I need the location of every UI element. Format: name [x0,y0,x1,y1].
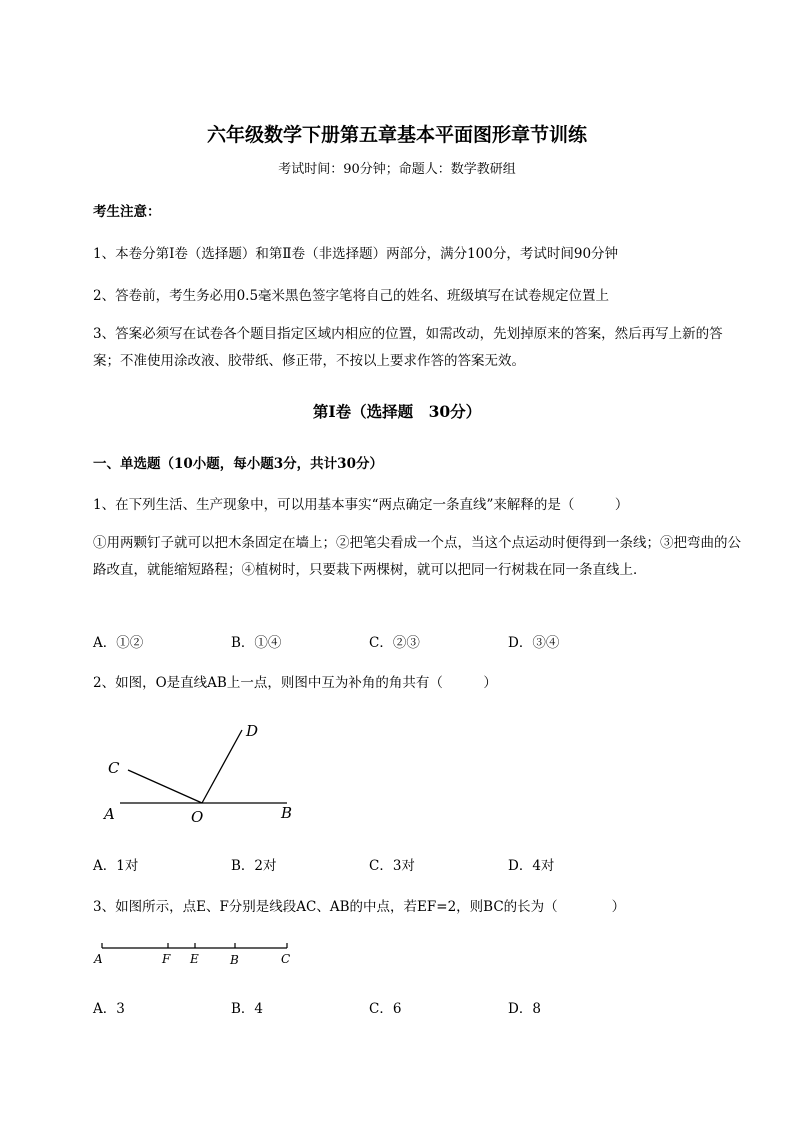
label-c: C [281,952,291,966]
page-subtitle: 考试时间：90分钟；命题人：数学教研组 [278,162,516,177]
question-3-option-d: D．8 [508,1001,541,1017]
question-1-option-b: B．①④ [231,635,282,651]
segment-figure [88,938,303,970]
question-2-option-b: B．2对 [231,858,277,874]
question-1-option-a: A．①② [93,635,144,651]
question-2-stem: 2、如图，O是直线AB上一点，则图中互为补角的角共有（ ） [93,675,497,691]
label-c: C [108,759,120,777]
question-2-option-a: A．1对 [93,858,139,874]
question-3-option-c: C．6 [369,1001,402,1017]
question-1-stem: 1、在下列生活、生产现象中，可以用基本事实“两点确定一条直线”来解释的是（ ） [93,497,629,513]
label-e: E [190,952,199,966]
question-3-stem: 3、如图所示，点E、F分别是线段AC、AB的中点，若EF=2，则BC的长为（ ） [93,899,626,915]
question-1-body: ①用两颗钉子就可以把木条固定在墙上；②把笔尖看成一个点，当这个点运动时便得到一条线；③把弯曲的公路改直，就能缩短路程；④植树时，只要栽下两棵树，就可以把同一行树栽在同一条直线上． [93,535,741,578]
question-2-option-d: D．4对 [508,858,555,874]
label-f: F [162,952,171,966]
section-title: 第I卷（选择题 30分） [312,402,482,421]
question-2-option-c: C．3对 [369,858,415,874]
angle-figure [95,715,315,830]
label-d: D [246,722,259,740]
label-a: A [94,952,103,966]
notice-item-2: 2、答卷前，考生务必用0.5毫米黑色签字笔将自己的姓名、班级填写在试卷规定位置上 [93,288,610,304]
part-title: 一、单选题（10小题，每小题3分，共计30分） [93,456,383,472]
label-a: A [104,805,115,823]
question-3-option-b: B．4 [231,1001,264,1017]
question-1-option-c: C．②③ [369,635,420,651]
label-o: O [191,808,204,826]
question-1-option-d: D．③④ [508,635,560,651]
notice-item-1: 1、本卷分第I卷（选择题）和第Ⅱ卷（非选择题）两部分，满分100分，考试时间90分钟 [93,246,619,262]
page-title: 六年级数学下册第五章基本平面图形章节训练 [206,124,587,146]
label-b: B [281,804,293,822]
notice-item-3: 3、答案必须写在试卷各个题目指定区域内相应的位置，如需改动，先划掉原来的答案，然后再写上新的答案；不准使用涂改液、胶带纸、修正带，不按以上要求作答的答案无效。 [93,326,723,369]
ray-oc [128,770,202,803]
notice-heading: 考生注意： [93,204,161,220]
ray-od [202,730,242,803]
label-b: B [230,953,239,967]
question-3-option-a: A．3 [93,1001,125,1017]
